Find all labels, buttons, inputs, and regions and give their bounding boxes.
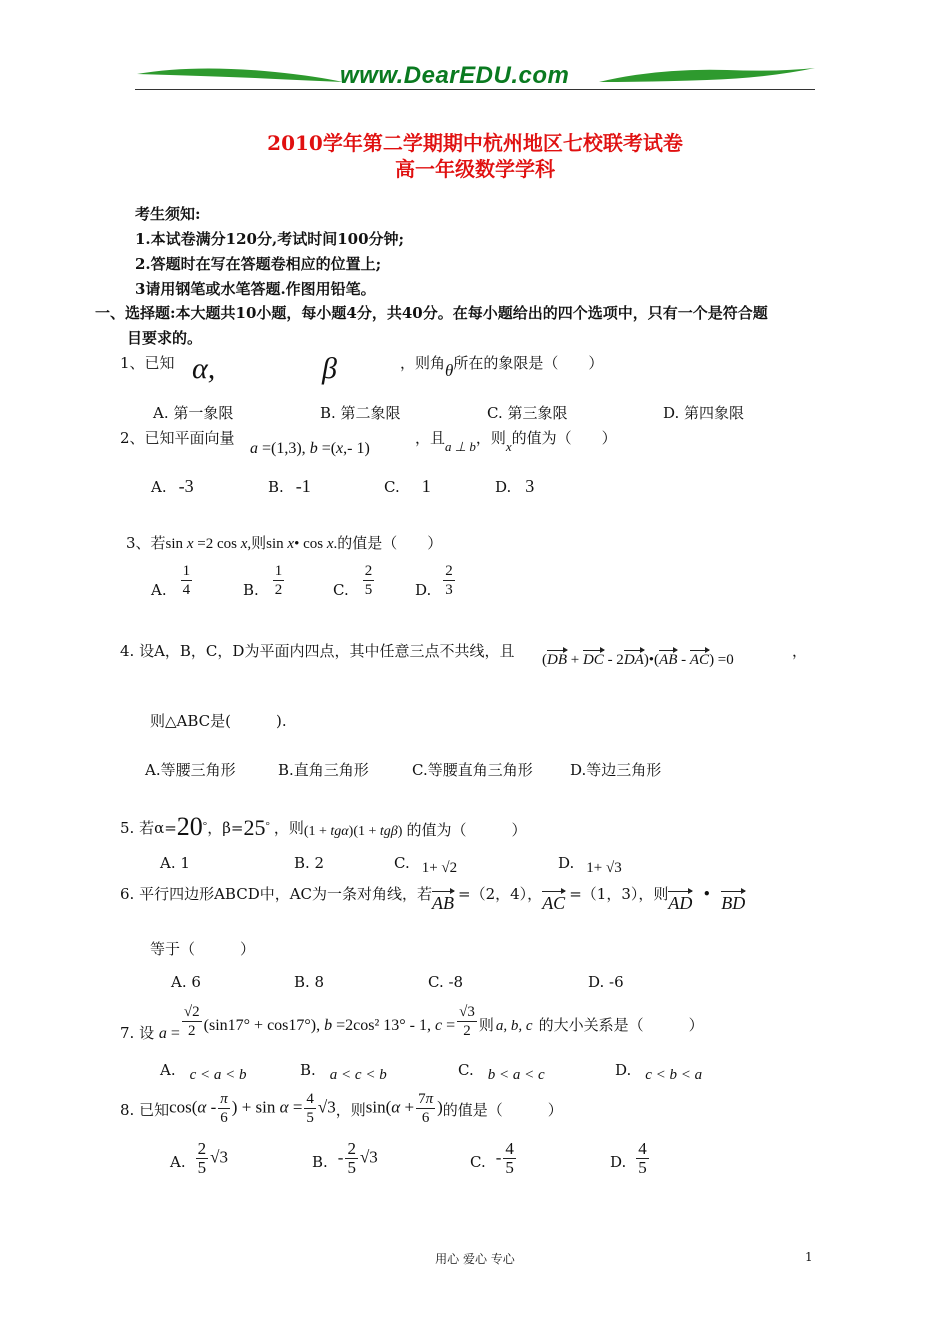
q1-alpha-image: α, bbox=[192, 352, 216, 385]
notice-heading: 考生须知: bbox=[135, 205, 201, 223]
q2-vectors: a =(1,3), b =(x,- 1) bbox=[250, 440, 370, 457]
q6-line2: 等于（ ） bbox=[150, 940, 256, 958]
question-8: 8. 已知cos(α - $\frac{\pi}{6}$ ) + sin α = $\frac{4}{5}$ √3，则sin(α + $\frac{7\pi}{6}$ )的值是（ ） bbox=[120, 1091, 563, 1126]
q4-option-c: C.等腰直角三角形 bbox=[412, 761, 533, 779]
q4-vector-expression: (DB + DC - 2DA)•(AB - AC) =0 bbox=[542, 652, 734, 668]
question-5: 5. 若α=20°，β=25° ，则(1 + tgα)(1 + tgβ) 的值为（ ） bbox=[120, 812, 527, 841]
q4-line2: 则△ABC是( ). bbox=[150, 712, 287, 730]
q8-option-b: B. - $\frac{2}{5}$ √3 bbox=[312, 1139, 378, 1177]
question-1 bbox=[120, 352, 175, 373]
q2-option-b: B. -1 bbox=[268, 476, 311, 496]
leaf-swoosh-right-icon bbox=[597, 62, 817, 92]
q4-option-b: B.直角三角形 bbox=[278, 761, 369, 779]
q7-option-a: A. c < a < b bbox=[160, 1061, 247, 1083]
q8-option-d: D. $\frac{4}{5}$ bbox=[610, 1139, 647, 1177]
q6-option-c: C. -8 bbox=[428, 973, 464, 991]
leaf-swoosh-left-icon bbox=[135, 62, 345, 92]
header-rule bbox=[135, 89, 815, 90]
q2-option-c: C. 1 bbox=[384, 476, 431, 496]
question-6: 6. 平行四边形ABCD中，AC为一条对角线，若AB =（2，4），AC =（1，3），则AD • BD bbox=[120, 885, 746, 913]
q3-option-a: A. $\frac{1}{4}$ bbox=[151, 563, 191, 599]
q2-option-d: D. 3 bbox=[495, 476, 535, 496]
q1-beta-image: β bbox=[322, 352, 337, 385]
footer-motto: 用心 爱心 专心 bbox=[435, 1252, 515, 1266]
q1-rest: ，则角θ所在的象限是（ ） bbox=[400, 354, 604, 380]
question-7: 7. 设 a = $\frac{√2}{2}$ (sin17° + cos17°), b =2cos² 13° - 1, c = $\frac{√3}{2}$ 则 a, b, c 的大小关系是（ ） bbox=[120, 1004, 704, 1042]
section-heading: 一、选择题:本大题共10小题，每小题4分，共40分。在每小题给出的四个选项中，只有一个是符合题 bbox=[95, 304, 768, 322]
q5-option-b: B. 2 bbox=[294, 854, 325, 872]
q6-option-a: A. 6 bbox=[171, 973, 201, 991]
q6-option-d: D. -6 bbox=[588, 973, 624, 991]
q1-option-b: B. 第二象限 bbox=[320, 404, 401, 422]
exam-subtitle: 高一年级数学学科 bbox=[395, 157, 555, 181]
q1-option-c: C. 第三象限 bbox=[487, 404, 568, 422]
q5-option-d: D. 1+ √3 bbox=[558, 854, 622, 876]
q1-option-d: D. 第四象限 bbox=[663, 404, 745, 422]
header-banner bbox=[135, 62, 815, 94]
exam-title: 2010学年第二学期期中杭州地区七校联考试卷 bbox=[267, 131, 683, 155]
q6-option-b: B. 8 bbox=[294, 973, 325, 991]
q2-rest: ，且a ⊥ b，则x的值为（ ） bbox=[415, 429, 617, 454]
notice-item: 3请用钢笔或水笔答题.作图用铅笔。 bbox=[135, 280, 376, 298]
q4-option-a: A.等腰三角形 bbox=[145, 761, 236, 779]
q5-option-a: A. 1 bbox=[160, 854, 190, 872]
q2-option-a: A. -3 bbox=[151, 476, 194, 496]
notice-item: 2.答题时在写在答题卷相应的位置上; bbox=[135, 255, 382, 273]
q8-option-c: C. - $\frac{4}{5}$ bbox=[470, 1139, 514, 1177]
question-3: 3、若sin x =2 cos x,则sin x• cos x.的值是（ ） bbox=[126, 534, 443, 552]
page-number: 1 bbox=[805, 1250, 813, 1264]
q4-option-d: D.等边三角形 bbox=[570, 761, 662, 779]
q7-option-c: C. b < a < c bbox=[458, 1061, 545, 1083]
q7-option-b: B. a < c < b bbox=[300, 1061, 387, 1083]
q5-option-c: C. 1+ √2 bbox=[394, 854, 458, 876]
section-heading-cont: 目要求的。 bbox=[127, 329, 203, 347]
q1-option-a: A. 第一象限 bbox=[153, 404, 234, 422]
notice-item: 1.本试卷满分120分,考试时间100分钟; bbox=[135, 230, 405, 248]
q7-option-d: D. c < b < a bbox=[615, 1061, 703, 1083]
q3-option-c: C. $\frac{2}{5}$ bbox=[333, 563, 373, 599]
question-2: 2、已知平面向量 bbox=[120, 429, 235, 447]
q1-prefix: 1、已知 bbox=[120, 354, 175, 372]
q4-comma: ， bbox=[792, 642, 808, 660]
q3-option-b: B. $\frac{1}{2}$ bbox=[243, 563, 283, 599]
q3-option-d: D. $\frac{2}{3}$ bbox=[415, 563, 453, 599]
q8-option-a: A. $\frac{2}{5}$ √3 bbox=[170, 1139, 228, 1177]
site-name: www.DearEDU.com bbox=[340, 62, 570, 89]
question-4: 4. 设A，B，C，D为平面内四点，其中任意三点不共线，且 bbox=[120, 642, 515, 660]
